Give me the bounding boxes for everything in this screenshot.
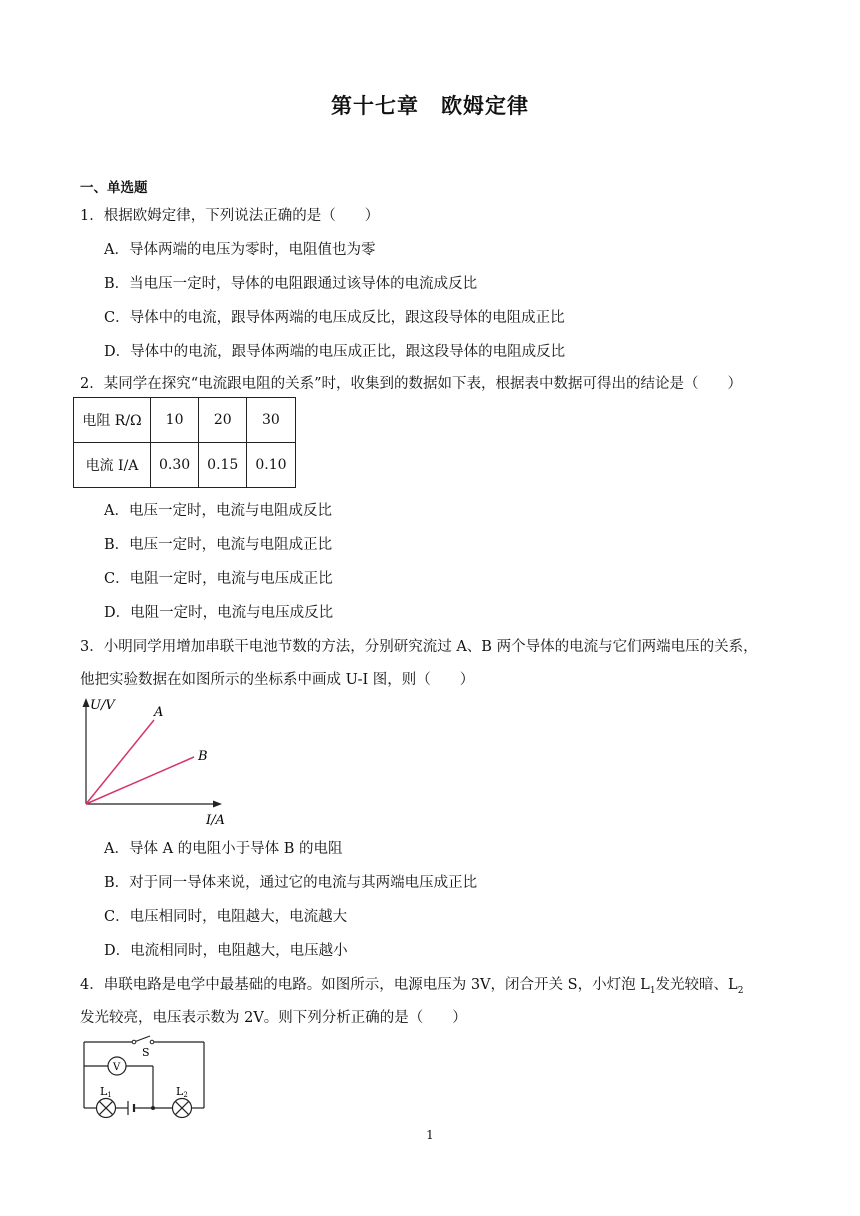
q2-option-d[interactable]: D．电阻一定时，电流与电压成反比 (104, 605, 334, 621)
q4-stem-part: 4．串联电路是电学中最基础的电路。如图所示，电源电压为 3V，闭合开关 S，小灯泡 L (80, 977, 650, 993)
q1-option-d[interactable]: D．导体中的电流，跟导体两端的电压成正比，跟这段导体的电阻成反比 (104, 344, 566, 360)
table-cell: 0.10 (247, 443, 295, 488)
q2-option-a[interactable]: A．电压一定时，电流与电阻成反比 (104, 503, 332, 519)
table-row (74, 443, 296, 488)
switch-blade (134, 1036, 150, 1042)
line-a (86, 720, 154, 804)
table-cell: 0.30 (151, 443, 199, 488)
table-row (74, 398, 296, 443)
q4-subscript: 2 (737, 985, 744, 996)
question-3-stem-line-1: 3．小明同学用增加串联干电池节数的方法，分别研究流过 A、B 两个导体的电流与它们两端电压的关系， (80, 639, 758, 655)
data-table (73, 397, 296, 488)
circuit-diagram (78, 1034, 213, 1119)
section-heading: 一、单选题 (80, 180, 148, 196)
question-3-stem-line-2: 他把实验数据在如图所示的坐标系中画成 U-I 图，则（ ） (80, 672, 475, 688)
table-cell: 30 (247, 398, 295, 443)
table-cell: 电流 I/A (74, 443, 151, 488)
q1-option-c[interactable]: C．导体中的电流，跟导体两端的电压成反比，跟这段导体的电阻成正比 (104, 310, 565, 326)
q1-option-b[interactable]: B．当电压一定时，导体的电阻跟通过该导体的电流成反比 (104, 276, 478, 292)
u-i-graph (70, 694, 240, 834)
table-cell: 电阻 R/Ω (74, 398, 151, 443)
q4-subscript: 1 (649, 985, 656, 996)
question-2-stem: 2．某同学在探究“电流跟电阻的关系”时，收集到的数据如下表，根据表中数据可得出的结论是（ ） (80, 376, 743, 392)
table-cell: 10 (151, 398, 199, 443)
q3-option-d[interactable]: D．电流相同时，电阻越大，电压越小 (104, 943, 348, 959)
y-axis-arrow (83, 698, 90, 707)
line-b-label: B (198, 749, 208, 764)
switch-label: S (142, 1046, 150, 1059)
question-4-stem-line-1 (80, 973, 743, 996)
voltmeter-label: V (113, 1062, 121, 1073)
y-axis-label: U/V (90, 698, 115, 713)
table-cell: 20 (199, 398, 247, 443)
q3-option-c[interactable]: C．电压相同时，电阻越大，电流越大 (104, 909, 348, 925)
q3-option-a[interactable]: A．导体 A 的电阻小于导体 B 的电阻 (104, 841, 343, 857)
q3-option-b[interactable]: B．对于同一导体来说，通过它的电流与其两端电压成正比 (104, 875, 478, 891)
question-4-stem-line-2: 发光较亮，电压表示数为 2V。则下列分析正确的是（ ） (80, 1010, 467, 1026)
table-cell: 0.15 (199, 443, 247, 488)
q2-option-b[interactable]: B．电压一定时，电流与电阻成正比 (104, 537, 333, 553)
page-number: 1 (426, 1128, 434, 1142)
question-1-stem: 1．根据欧姆定律，下列说法正确的是（ ） (80, 208, 380, 224)
q1-option-a[interactable]: A．导体两端的电压为零时，电阻值也为零 (104, 242, 376, 258)
line-b (86, 757, 194, 804)
x-axis-arrow (213, 801, 222, 808)
page-title: 第十七章 欧姆定律 (331, 94, 529, 118)
junction-dot (151, 1106, 155, 1110)
line-a-label: A (154, 705, 164, 720)
x-axis-label: I/A (206, 813, 225, 828)
q2-option-c[interactable]: C．电阻一定时，电流与电压成正比 (104, 571, 333, 587)
q4-stem-part: 发光较暗、L (655, 977, 738, 993)
lamp2-label: L2 (176, 1085, 188, 1099)
lamp1-label: L1 (100, 1085, 112, 1099)
